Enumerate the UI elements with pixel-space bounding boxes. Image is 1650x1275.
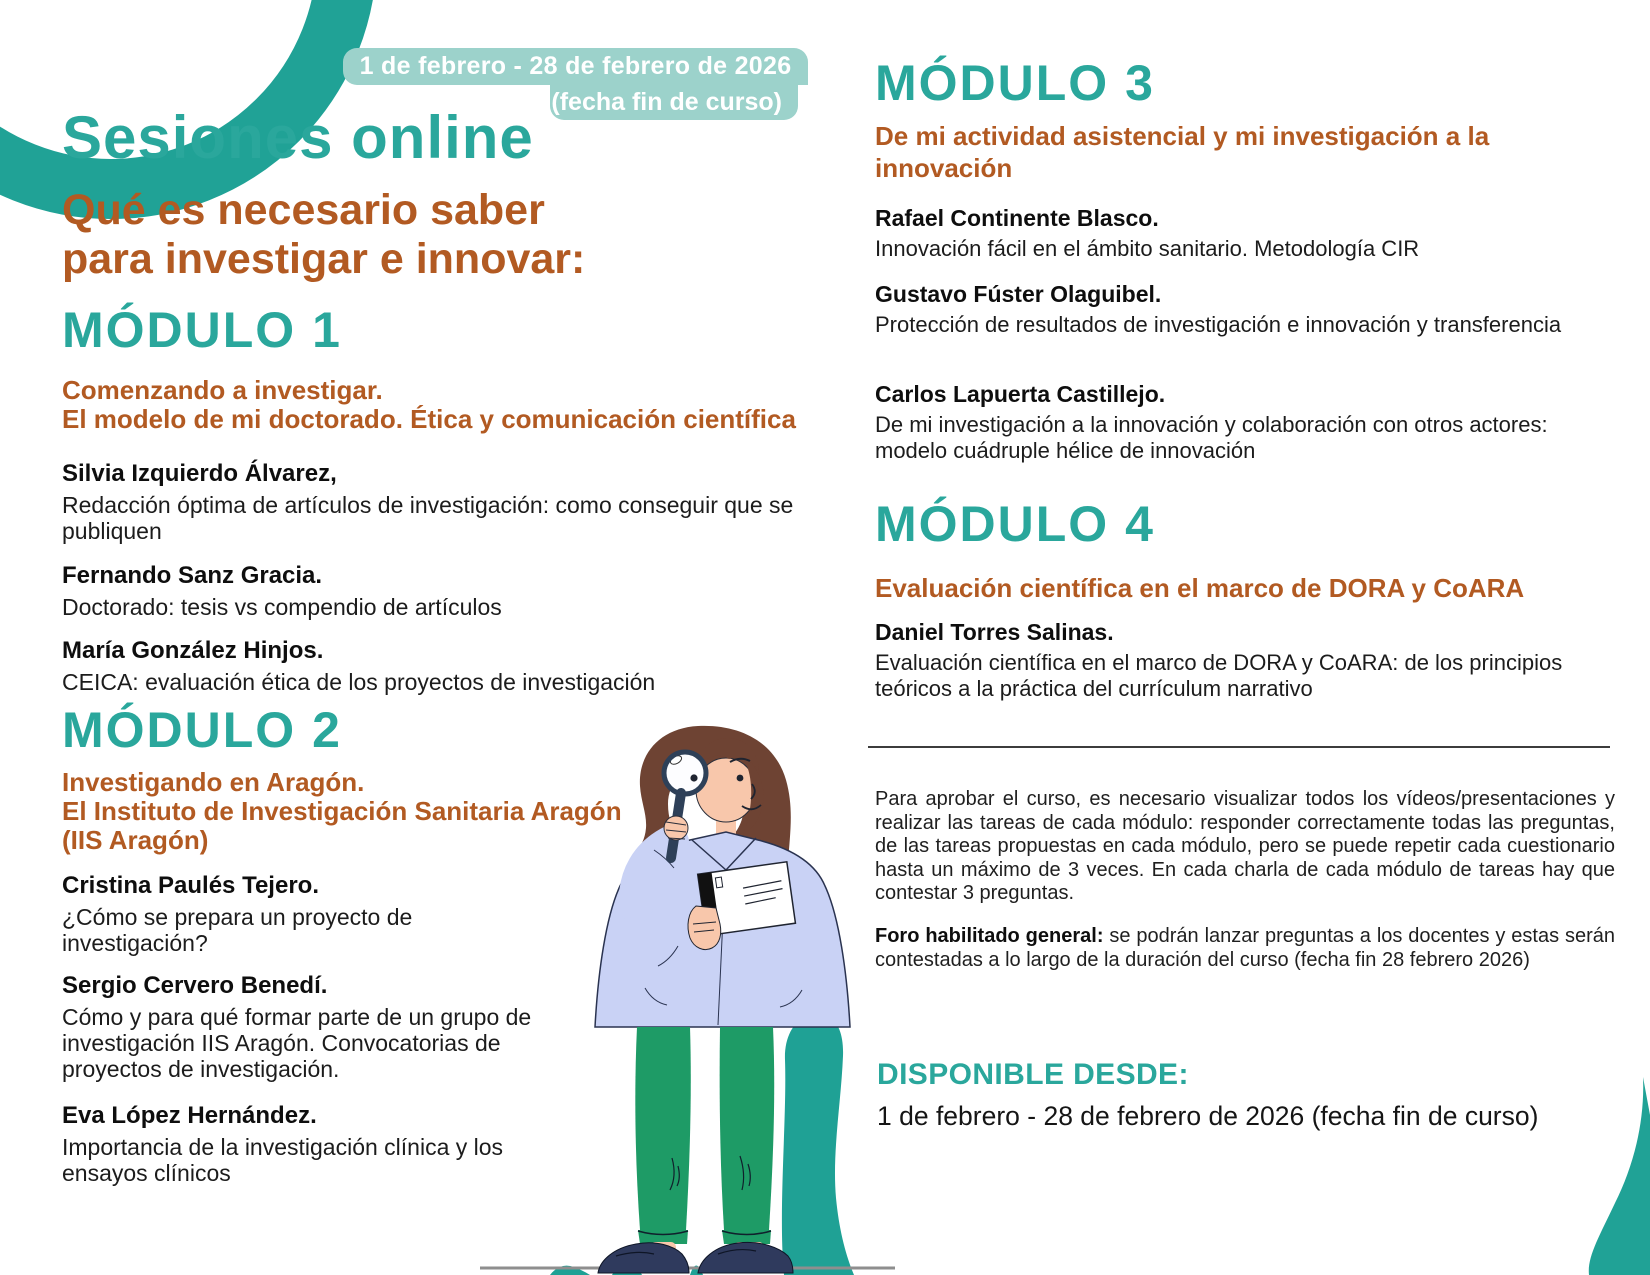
scientist-illustration: [440, 690, 920, 1275]
speaker-name: Cristina Paulés Tejero.: [62, 872, 319, 899]
page-subtitle: [62, 186, 585, 284]
forum-note-text: se podrán lanzar preguntas a los docentes y estas serán contestadas a lo largo de la duración del curso (fecha fin 28 febrero 2026): [875, 925, 1615, 971]
speaker-name: Daniel Torres Salinas.: [875, 619, 1114, 645]
date-badge-line1: 1 de febrero - 28 de febrero de 2026: [343, 48, 808, 85]
module-4-heading: MÓDULO 4: [875, 496, 1155, 552]
module-1-subtitle: [62, 376, 796, 434]
module-4-subtitle-line1: Evaluación científica en el marco de DORA y CoARA: [875, 573, 1525, 603]
eye-through-lens: [690, 774, 697, 781]
speaker-topic: De mi investigación a la innovación y colaboración con otros actores: modelo cuádruple hélice de innovación: [875, 412, 1548, 463]
available-heading: DISPONIBLE DESDE:: [877, 1058, 1189, 1091]
section-divider: [868, 746, 1610, 748]
date-badge-line2: (fecha fin de curso): [550, 85, 798, 120]
page-subtitle-line1: Qué es necesario saber: [62, 186, 545, 234]
eye: [737, 775, 744, 782]
shoe-right: [698, 1242, 793, 1273]
pants-right: [720, 1027, 775, 1230]
speaker-topic: Innovación fácil en el ámbito sanitario. Metodología CIR: [875, 236, 1420, 261]
blob-decoration: [782, 1014, 854, 1275]
module-2-subtitle-line2: El Instituto de Investigación Sanitaria Aragón: [62, 796, 622, 826]
approval-note: Para aprobar el curso, es necesario visualizar todos los vídeos/presentaciones y realizar las tareas de cada módulo: responder correctamente todas las preguntas, de las tareas propuestas en cada módulo, pero se puede repetir cada cuestionario hasta un máximo de 3 veces. En cada charla de cada módulo de tareas hay que contestar 3 preguntas.: [875, 788, 1615, 904]
speaker-block: [875, 618, 1575, 702]
speaker-name: Rafael Continente Blasco.: [875, 205, 1159, 231]
module-3-heading: MÓDULO 3: [875, 55, 1155, 111]
speaker-name: María González Hinjos.: [62, 637, 324, 664]
speaker-topic: CEICA: evaluación ética de los proyectos de investigación: [62, 669, 656, 695]
speaker-name: Fernando Sanz Gracia.: [62, 562, 323, 589]
forum-note: [875, 925, 1615, 972]
module-2-heading: MÓDULO 2: [62, 702, 342, 758]
speaker-name: Gustavo Fúster Olaguibel.: [875, 281, 1162, 307]
speaker-name: Silvia Izquierdo Álvarez,: [62, 460, 337, 487]
module-1-subtitle-line1: Comenzando a investigar.: [62, 375, 383, 405]
module-4-subtitle: [875, 572, 1524, 604]
speaker-name: Eva López Hernández.: [62, 1102, 317, 1129]
speaker-topic: Protección de resultados de investigación e innovación y transferencia: [875, 312, 1562, 337]
available-dates: 1 de febrero - 28 de febrero de 2026 (fecha fin de curso): [877, 1101, 1539, 1131]
module-3-subtitle: [875, 120, 1489, 184]
hand: [664, 816, 688, 840]
speaker-block: [875, 380, 1617, 464]
speaker-name: Carlos Lapuerta Castillejo.: [875, 381, 1166, 407]
speaker-block: [62, 562, 822, 620]
speaker-topic: Cómo y para qué formar parte de un grupo de investigación IIS Aragón. Convocatorias de proyectos de investigación.: [62, 1004, 532, 1082]
module-1-heading: MÓDULO 1: [62, 302, 342, 358]
module-3-subtitle-line1: De mi actividad asistencial y mi investigación a la: [875, 121, 1490, 151]
forum-note-label: Foro habilitado general:: [875, 925, 1104, 947]
speaker-block: [875, 280, 1575, 338]
module-2-subtitle-line3: (IIS Aragón): [62, 825, 209, 855]
module-2-subtitle-line1: Investigando en Aragón.: [62, 767, 365, 797]
speaker-block: [62, 872, 502, 956]
module-1-subtitle-line2: El modelo de mi doctorado. Ética y comunicación científica: [62, 404, 796, 434]
speaker-topic: Redacción óptima de artículos de investigación: como conseguir que se publiquen: [62, 492, 794, 544]
module-3-subtitle-line2: innovación: [875, 153, 1013, 183]
page-title: Sesiones online: [62, 104, 534, 171]
speaker-topic: Importancia de la investigación clínica y los ensayos clínicos: [62, 1134, 504, 1186]
pants-left: [635, 1027, 690, 1230]
page-subtitle-line2: para investigar e innovar:: [62, 235, 586, 283]
speaker-block: [62, 637, 822, 695]
speaker-name: Sergio Cervero Benedí.: [62, 972, 328, 999]
speaker-topic: ¿Cómo se prepara un proyecto de investigación?: [62, 904, 413, 956]
corner-wave-decoration: [1555, 1075, 1650, 1275]
speaker-topic: Evaluación científica en el marco de DORA y CoARA: de los principios teóricos a la práctica del currículum narrativo: [875, 650, 1563, 701]
speaker-topic: Doctorado: tesis vs compendio de artículos: [62, 594, 502, 620]
speaker-block: [875, 204, 1617, 262]
hand: [688, 906, 721, 950]
speaker-block: [62, 460, 822, 544]
